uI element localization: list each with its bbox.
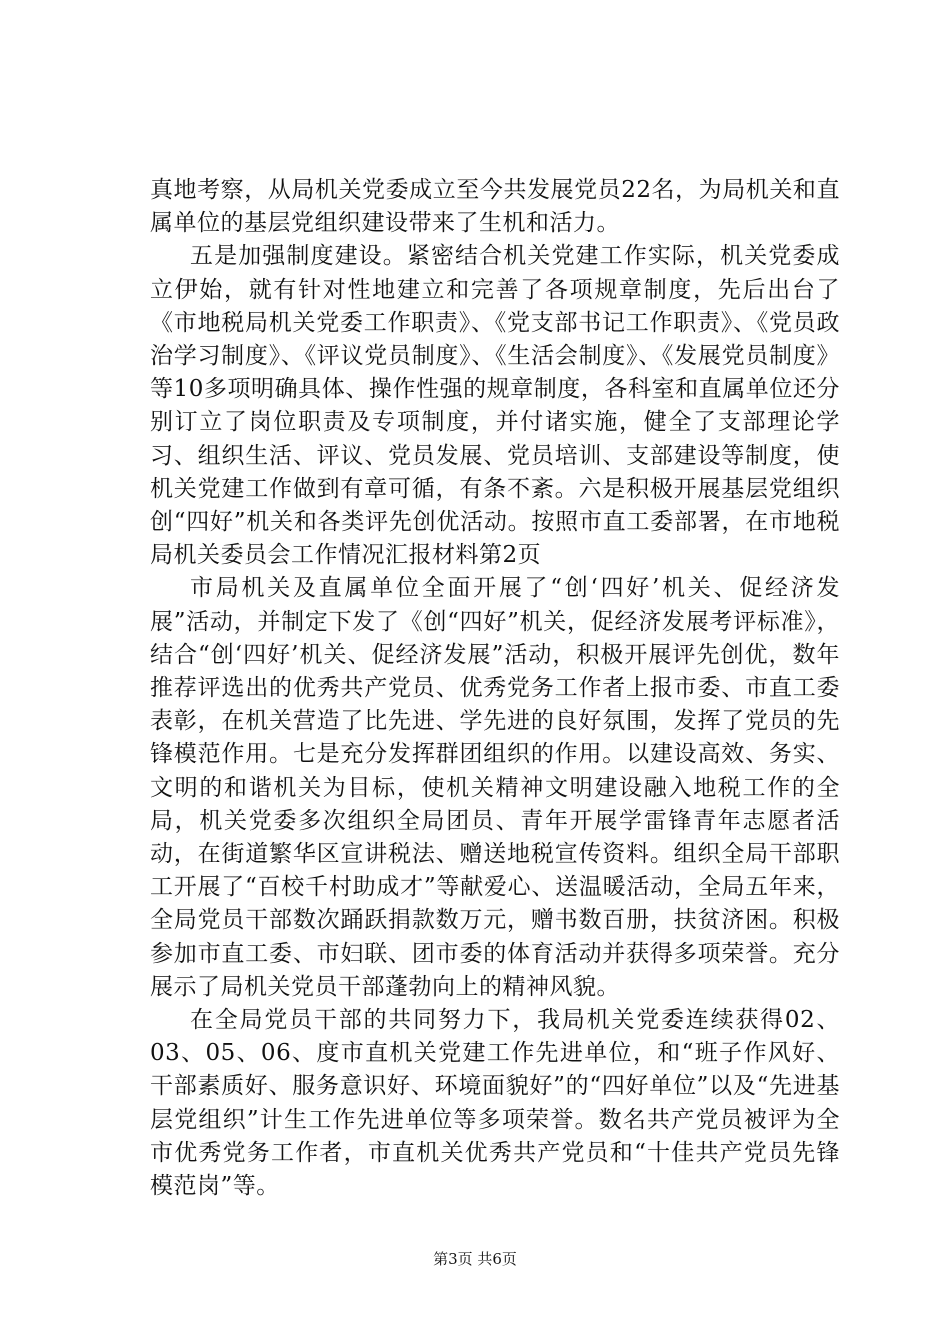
paragraph-2: 五是加强制度建设。紧密结合机关党建工作实际，机关党委成立伊始，就有针对性地建立和完善了各项规章制度，先后出台了《市地税局机关党委工作职责》、《党支部书记工作职责》、《党员政治学习制度》、《评议党员制度》、《生活会制度》、《发展党员制度》等10多项明确具体、操作性强的规章制度，各科室和直属单位还分别订立了岗位职责及专项制度，并付诸实施，健全了支部理论学习、组织生活、评议、党员发展、党员培训、支部建设等制度，使机关党建工作做到有章可循，有条不紊。六是积极开展基层党组织创“四好”机关和各类评先创优活动。按照市直工委部署，在市地税局机关委员会工作情况汇报材料第2页 [150,243,840,569]
paragraph-1: 真地考察，从局机关党委成立至今共发展党员22名，为局机关和直属单位的基层党组织建设带来了生机和活力。 [150,177,840,237]
paragraph-4: 在全局党员干部的共同努力下，我局机关党委连续获得02、03、05、06、度市直机关党建工作先进单位，和“班子作风好、干部素质好、服务意识好、环境面貌好”的“四好单位”以及“先进基层党组织”计生工作先进单位等多项荣誉。数名共产党员被评为全市优秀党务工作者，市直机关优秀共产党员和“十佳共产党员先锋模范岗”等。 [150,1007,840,1200]
document-body [150,174,840,1203]
page-number-footer: 第3页 共6页 [433,1250,517,1268]
paragraph-3: 市局机关及直属单位全面开展了“创‘四好’机关、促经济发展”活动，并制定下发了《创“四好”机关，促经济发展考评标准》，结合“创‘四好’机关、促经济发展”活动，积极开展评先创优，数年推荐评选出的优秀共产党员、优秀党务工作者上报市委、市直工委表彰，在机关营造了比先进、学先进的良好氛围，发挥了党员的先锋模范作用。七是充分发挥群团组织的作用。以建设高效、务实、文明的和谐机关为目标，使机关精神文明建设融入地税工作的全局，机关党委多次组织全局团员、青年开展学雷锋青年志愿者活动，在街道繁华区宣讲税法、赠送地税宣传资料。组织全局干部职工开展了“百校千村助成才”等献爱心、送温暖活动，全局五年来，全局党员干部数次踊跃捐款数万元，赠书数百册，扶贫济困。积极参加市直工委、市妇联、团市委的体育活动并获得多项荣誉。充分展示了局机关党员干部蓬勃向上的精神风貌。 [150,575,840,1000]
